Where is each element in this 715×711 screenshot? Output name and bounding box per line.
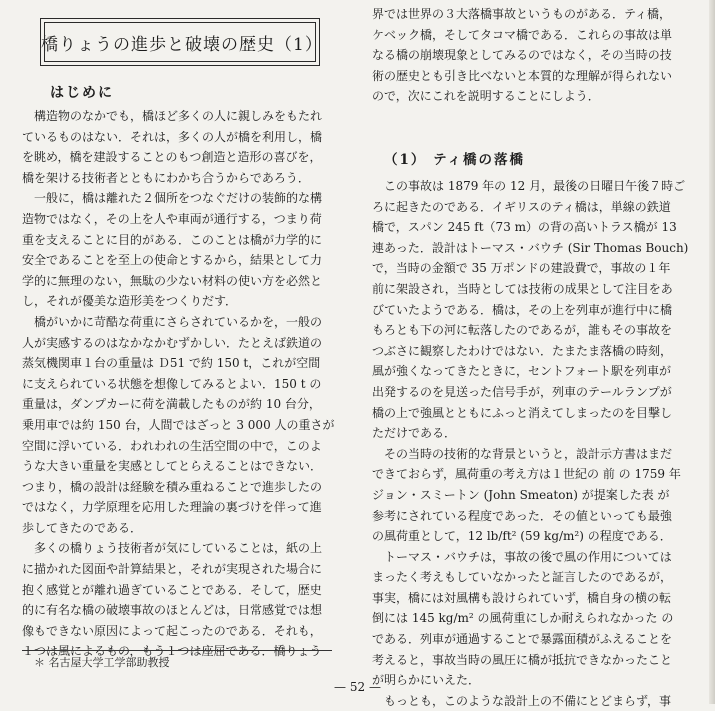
- left-p4-line: に描かれた図面や計算結果と，それが実現された場合に: [22, 562, 323, 577]
- left-p1-line: 橋を架ける技術者とともにわかち合うからであろう．: [22, 170, 310, 185]
- right-intro-line: 術の歴史とも引き比べないと本質的な理解が得られない: [372, 68, 673, 83]
- left-p3-line: 歩してきたのである．: [22, 520, 143, 535]
- left-p2-line: 一般に，橋は離れた２個所をつなぐだけの装飾的な構: [34, 191, 323, 206]
- right-p1-line: 橋で，スパン 245 ft（73 m）の背の高いトラス橋が 13: [372, 220, 677, 235]
- right-intro-line: 界では世界の３大落橋事故というものがある．ティ橋，: [372, 7, 672, 21]
- left-p3-line: に支えられている状態を想像してみるとよい．150 t の: [22, 376, 322, 391]
- left-p4-line: 抱く感覚とが離れ過ぎていることである．そして，歴史: [22, 582, 322, 597]
- left-column-body: [22, 106, 350, 662]
- left-p3-line: つまり，橋の設計は経験を積み重ねることで進歩したの: [22, 479, 323, 494]
- right-p1-line: 前に架設され，当時としては技術の成果として注目をあ: [372, 281, 673, 296]
- left-p4-line: 多くの橋りょう技術者が気にしていることは，紙の上: [34, 541, 323, 556]
- left-p1-line: ているものはない．それは，多くの人が橋を利用し，橋: [22, 129, 323, 144]
- left-p3-line: 人が実感するのはなかなかむずかしい．たとえば鉄道の: [22, 335, 323, 350]
- left-p3-line: 重量は，ダンプカーに荷を満載したものが約 10 台分，: [22, 397, 321, 412]
- left-p1-line: 構造物のなかでも，橋ほど多くの人に親しみをもたれ: [34, 109, 323, 123]
- right-p1-line: ただけである．: [372, 426, 457, 441]
- left-p4-line: １つは風によるもの，もう１つは座屈である．橋りょう: [22, 644, 322, 659]
- right-p1-line: この事故は 1879 年の 12 月，最後の日曜日午後７時ご: [384, 179, 686, 193]
- left-p2-line: 学的に無理のない，無駄の少ない材料の使い方を必然と: [22, 273, 323, 288]
- right-p1-line: で，当時の金額で 35 万ポンドの建設費で，事故の１年: [372, 261, 671, 276]
- right-p1-line: もろとも下の河に転落したのであるが，誰もその事故を: [372, 323, 673, 338]
- left-p2-line: 重を支えることに目的がある．このことは橋が力学的に: [22, 232, 323, 247]
- right-intro-line: ので，次にこれを説明することにしよう．: [372, 89, 600, 104]
- right-p3-line: まったく考えもしていなかったと証言したのであるが，: [372, 570, 673, 585]
- right-p1-line: つぶさに観察したわけではない．たまたま落橋の時刻，: [372, 343, 673, 358]
- right-p1-line: 橋の上で強風とともにふっと消えてしまったのを目撃し: [372, 405, 673, 420]
- right-p2-line: ジョン・スミートン (John Smeaton) が提案した表 が: [372, 487, 670, 502]
- right-p3-line: である．列車が通過することで暴露面積がふえることを: [372, 632, 673, 647]
- left-p3-line: 乗用車では約 150 台，人間ではざっと 3 000 人の重さが: [22, 417, 335, 432]
- footnote-divider: [22, 650, 332, 651]
- section-heading-introduction: はじめに: [50, 85, 114, 101]
- left-p2-line: し，それが優美な造形美をつくりだす．: [22, 294, 238, 309]
- article-title-box: [40, 18, 323, 66]
- scan-edge: [709, 0, 715, 704]
- left-p3-line: 空間に浮いている．われわれの生活空間の中で，このよ: [22, 438, 322, 453]
- left-p1-line: を眺め，橋を建設することのもつ創造と造形の喜びを，: [22, 150, 322, 165]
- right-p3-line: 事実，橋には対風構も設けられていず，橋自身の横の転: [372, 590, 672, 605]
- section-heading-tay-bridge: （1） ティ橋の落橋: [384, 152, 526, 168]
- page-number: — 52 —: [334, 680, 381, 694]
- author-footnote: ＊ 名古屋大学工学部助教授: [34, 656, 170, 669]
- right-p1-line: 連あった．設計はトーマス・バウチ (Sir Thomas Bouch): [372, 240, 689, 255]
- right-p1-line: ろに起きたのである．イギリスのティ橋は，単線の鉄道: [372, 199, 671, 214]
- right-p2-line: できておらず，風荷重の考え方は１世紀の 前 の 1759 年: [372, 467, 681, 482]
- left-p3-line: うな大きい重量を実感としてとらえることはできない．: [22, 459, 323, 474]
- article-title: 橋りょうの進歩と破壊の歴史（1）: [41, 34, 323, 55]
- right-p1-line: 風が強くなってきたときに，セントフォート駅を列車が: [372, 364, 672, 379]
- right-p3-line: トーマス・バウチは，事故の後で風の作用については: [384, 549, 672, 564]
- left-p2-line: 造物ではなく，その上を人や車両が通行する，つまり荷: [22, 211, 322, 226]
- right-column-intro: [372, 4, 700, 107]
- right-p3-line: が明らかにいえた．: [372, 673, 481, 688]
- right-p3-line: 考えると，事故当時の風圧に橋が抵抗できなかったこと: [372, 652, 673, 667]
- left-p4-line: 像もできない原因によって起こったのである．それも，: [22, 623, 322, 638]
- right-p3-line: 倒には 145 kg/m² の風荷重にしか耐えられなかった の: [372, 611, 674, 626]
- right-column-body: [372, 176, 700, 711]
- right-intro-line: なる橋の崩壊現象としてみるのではなく，その当時の技: [372, 48, 672, 63]
- left-p3-line: 橋がいかに苛酷な荷重にさらされているかを，一般の: [34, 314, 323, 329]
- left-p2-line: 安全であることを至上の使命とするから，結果として力: [22, 253, 323, 268]
- right-p2-line: その当時の技術的な背景というと，設計示方書はまだ: [384, 446, 673, 461]
- left-p3-line: 蒸気機関車１台の重量は Ｄ51 で約 150 t，これが空間: [22, 356, 321, 371]
- left-p4-line: 的に有名な橋の破壊事故のほとんどは，日常感覚では想: [22, 603, 323, 618]
- right-p2-line: の風荷重として，12 lb/ft² (59 kg/m²) の程度である．: [372, 529, 672, 544]
- right-p2-line: 参考にされている程度であった．その値といっても最強: [372, 508, 672, 523]
- right-p1-line: びていたようである．橋は，その上を列車が進行中に橋: [372, 302, 673, 317]
- left-p3-line: ではなく，力学原理を応用した理論の裏づけを伴って進: [22, 500, 322, 515]
- right-intro-line: ケベック橋，そしてタコマ橋である．これらの事故は単: [372, 27, 673, 42]
- right-p4-line: もっとも，このような設計上の不備にとどまらず，事: [384, 693, 672, 708]
- right-p1-line: 出発するのを見送った信号手が，列車のテールランプが: [372, 384, 672, 399]
